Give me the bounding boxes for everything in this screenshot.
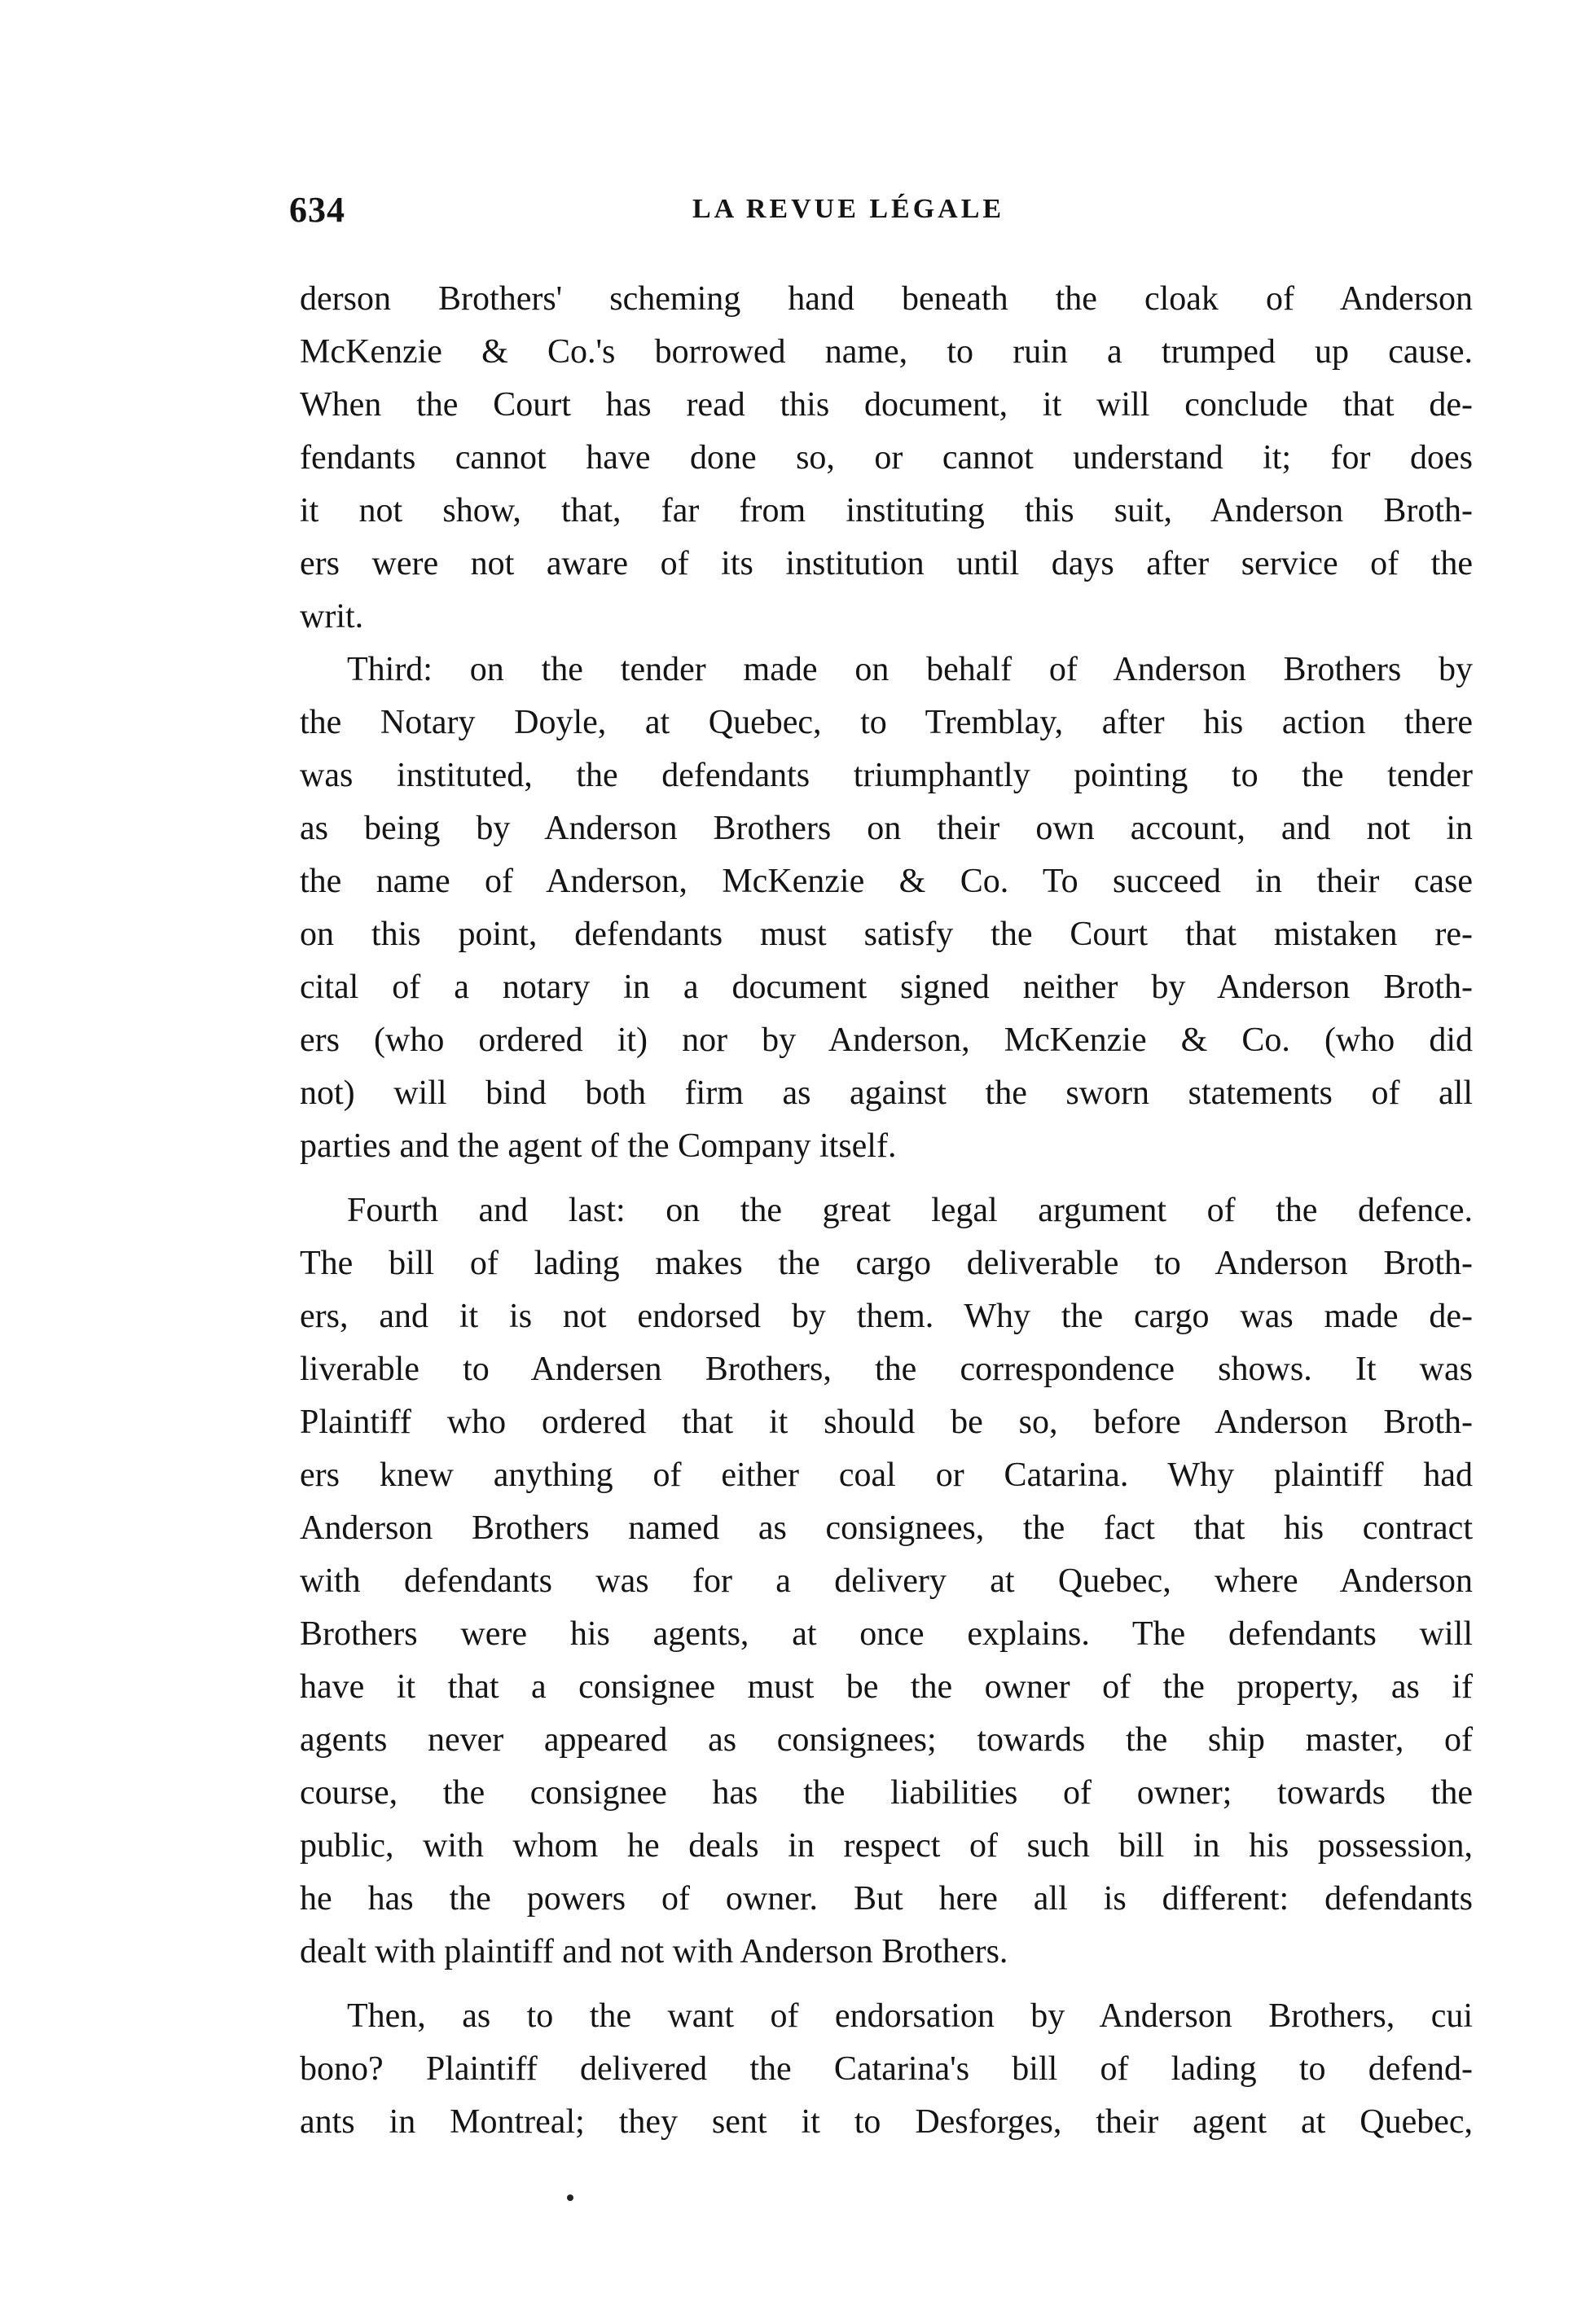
text-line: Third: on the tender made on behalf of Anderson Brothers by: [347, 651, 1473, 688]
text-line: ants in Montreal; they sent it to Desforges, their agent at Quebec,: [300, 2103, 1473, 2141]
text-line: Brothers were his agents, at once explains. The defendants will: [300, 1615, 1473, 1653]
text-line: it not show, that, far from instituting this suit, Anderson Broth-: [300, 492, 1473, 529]
paragraph: [300, 1184, 1473, 1979]
text-line: When the Court has read this document, it will conclude that de-: [300, 386, 1473, 424]
text-line: parties and the agent of the Company itself.: [300, 1127, 897, 1165]
text-line: the Notary Doyle, at Quebec, to Tremblay, after his action there: [300, 704, 1473, 741]
text-line: not) will bind both firm as against the sworn statements of all: [300, 1074, 1473, 1112]
text-line: Then, as to the want of endorsation by Anderson Brothers, cui: [347, 1997, 1473, 2035]
text-line: ers knew anything of either coal or Catarina. Why plaintiff had: [300, 1456, 1473, 1494]
text-line: was instituted, the defendants triumphantly pointing to the tender: [300, 757, 1473, 794]
text-line: The bill of lading makes the cargo deliverable to Anderson Broth-: [300, 1245, 1473, 1282]
body-text: [300, 273, 1473, 2149]
text-line: derson Brothers' scheming hand beneath the cloak of Anderson: [300, 280, 1473, 318]
decorative-dot: [567, 2194, 573, 2201]
page-number: 634: [289, 190, 345, 230]
text-line: dealt with plaintiff and not with Anderson Brothers.: [300, 1933, 1008, 1970]
text-line: the name of Anderson, McKenzie & Co. To succeed in their case: [300, 863, 1473, 900]
paragraph: [300, 644, 1473, 1173]
text-line: fendants cannot have done so, or cannot understand it; for does: [300, 439, 1473, 477]
text-line: ers, and it is not endorsed by them. Why the cargo was made de-: [300, 1298, 1473, 1335]
text-line: Plaintiff who ordered that it should be so, before Anderson Broth-: [300, 1404, 1473, 1441]
text-line: course, the consignee has the liabilities of owner; towards the: [300, 1774, 1473, 1812]
text-line: have it that a consignee must be the owner of the property, as if: [300, 1668, 1473, 1706]
text-line: as being by Anderson Brothers on their own account, and not in: [300, 810, 1473, 847]
page-header: [289, 189, 1462, 238]
text-line: Fourth and last: on the great legal argument of the defence.: [347, 1192, 1473, 1229]
text-line: ers were not aware of its institution until days after service of the: [300, 545, 1473, 582]
text-line: he has the powers of owner. But here all is different: defendants: [300, 1880, 1473, 1918]
text-line: agents never appeared as consignees; towards the ship master, of: [300, 1721, 1473, 1759]
text-line: ers (who ordered it) nor by Anderson, McKenzie & Co. (who did: [300, 1021, 1473, 1059]
text-line: on this point, defendants must satisfy the Court that mistaken re-: [300, 916, 1473, 953]
text-line: McKenzie & Co.'s borrowed name, to ruin a trumped up cause.: [300, 333, 1473, 371]
text-line: cital of a notary in a document signed neither by Anderson Broth-: [300, 969, 1473, 1006]
paragraph: [300, 1990, 1473, 2149]
text-line: Anderson Brothers named as consignees, the fact that his contract: [300, 1509, 1473, 1547]
text-line: with defendants was for a delivery at Quebec, where Anderson: [300, 1562, 1473, 1600]
text-line: public, with whom he deals in respect of such bill in his possession,: [300, 1827, 1473, 1865]
text-line: liverable to Andersen Brothers, the correspondence shows. It was: [300, 1351, 1473, 1388]
text-line: writ.: [300, 598, 364, 635]
running-head: LA REVUE LÉGALE: [692, 194, 1005, 224]
text-line: bono? Plaintiff delivered the Catarina's bill of lading to defend-: [300, 2050, 1473, 2088]
paragraph: [300, 273, 1473, 644]
